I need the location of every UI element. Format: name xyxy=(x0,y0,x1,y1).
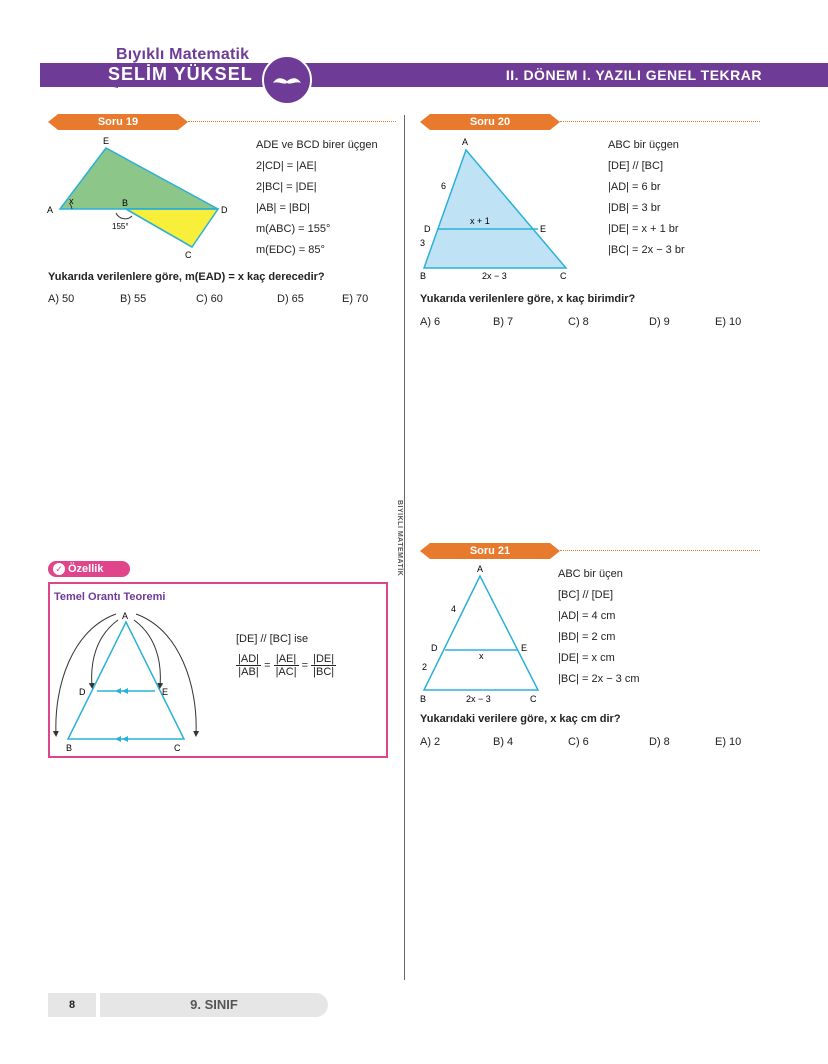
fig20-label-ad: 6 xyxy=(441,181,447,191)
soru19-option[interactable]: B) 55 xyxy=(120,293,147,305)
theorem-label-b: B xyxy=(66,743,73,753)
soru20-given: |BC| = 2x − 3 br xyxy=(608,244,685,256)
theorem-label-a: A xyxy=(122,611,129,621)
soru20-option[interactable]: A) 6 xyxy=(420,316,441,328)
soru19-given: |AB| = |BD| xyxy=(256,202,310,214)
fig20-label-db: 3 xyxy=(420,238,426,248)
soru19-given: m(EDC) = 85° xyxy=(256,244,325,256)
theorem-title: Temel Orantı Teoremi xyxy=(54,591,166,603)
soru20-dotted-line xyxy=(560,121,760,122)
fraction xyxy=(236,653,261,678)
soru19-option[interactable]: E) 70 xyxy=(342,293,369,305)
soru21-given: |BD| = 2 cm xyxy=(558,631,616,643)
fig21-label-bc: 2x − 3 xyxy=(466,694,491,704)
fig21-label-e: E xyxy=(521,643,528,653)
soru21-given: |AD| = 4 cm xyxy=(558,610,616,622)
soru21-option[interactable]: C) 6 xyxy=(568,736,589,748)
soru21-option[interactable]: A) 2 xyxy=(420,736,441,748)
soru19-figure xyxy=(44,132,244,262)
soru20-option[interactable]: D) 9 xyxy=(649,316,670,328)
fig19-label-e: E xyxy=(103,136,110,146)
mustache-logo-icon xyxy=(262,55,312,105)
theorem-label-e: E xyxy=(162,687,169,697)
soru20-option[interactable]: E) 10 xyxy=(715,316,742,328)
brand-main: SELİM YÜKSEL xyxy=(108,64,253,84)
fig21-label-bd: 2 xyxy=(422,662,428,672)
soru21-dotted-line xyxy=(560,550,760,551)
fig21-label-a: A xyxy=(477,564,484,574)
header-title: II. DÖNEM I. YAZILI GENEL TEKRAR xyxy=(505,67,762,83)
fig21-label-d: D xyxy=(431,643,438,653)
soru20-figure xyxy=(414,134,584,284)
soru21-given: ABC bir üçen xyxy=(558,568,623,580)
ozellik-tag-label: Özellik xyxy=(68,563,104,575)
fig21-label-b: B xyxy=(420,694,427,704)
brand-top: Bıyıklı Matematik xyxy=(116,46,250,63)
fig19-angle-155: 155° xyxy=(112,222,129,231)
fig19-label-x: x xyxy=(69,196,74,206)
fraction xyxy=(274,653,299,678)
side-watermark-text: BIYIKLI MATEMATİK xyxy=(396,500,403,577)
theorem-figure xyxy=(52,606,222,754)
theorem-label-d: D xyxy=(79,687,86,697)
theorem-equation: $\frac{|AD|}{|AB|}$ = $\frac{|AE|}{|AC|}$ = $\frac{|DE|}{|BC|}$ xyxy=(238,653,335,678)
soru20-givens xyxy=(608,135,685,261)
class-label: 9. SINIF xyxy=(100,993,328,1017)
soru21-tag: Soru 21 xyxy=(469,545,511,557)
fig20-label-b: B xyxy=(420,271,427,281)
fraction-den: |BC| xyxy=(313,666,335,678)
fraction-den: |AB| xyxy=(238,666,259,678)
theorem-label-c: C xyxy=(174,743,181,753)
soru19-question: Yukarıda verilenlere göre, m(EAD) = x kaç derecedir? xyxy=(48,271,325,283)
fig20-label-de: x + 1 xyxy=(470,216,490,226)
fig20-label-c: C xyxy=(560,271,567,281)
soru19-option[interactable]: C) 60 xyxy=(196,293,223,305)
soru20-option[interactable]: B) 7 xyxy=(493,316,514,328)
soru20-given: |AD| = 6 br xyxy=(608,181,661,193)
page-number: 8 xyxy=(48,993,96,1017)
fraction-den: |AC| xyxy=(275,666,297,678)
fig20-label-a: A xyxy=(462,137,469,147)
soru21-question: Yukarıdaki verilere göre, x kaç cm dir? xyxy=(420,713,621,725)
column-divider xyxy=(404,115,405,980)
soru20-given: |DB| = 3 br xyxy=(608,202,661,214)
ozellik-tag xyxy=(48,561,130,577)
fraction-num: |AD| xyxy=(238,653,259,665)
theorem-condition: [DE] // [BC] ise xyxy=(236,633,309,645)
soru21-option[interactable]: D) 8 xyxy=(649,736,670,748)
check-icon: ✓ xyxy=(53,563,65,575)
fig20-label-d: D xyxy=(424,224,431,234)
fig21-label-c: C xyxy=(530,694,537,704)
fig21-label-de: x xyxy=(479,651,484,661)
soru19-givens xyxy=(256,135,378,261)
fraction-num: |AE| xyxy=(274,653,299,666)
soru19-dotted-line xyxy=(188,121,396,122)
soru21-givens xyxy=(558,564,640,690)
fraction xyxy=(311,653,336,678)
soru21-figure xyxy=(414,562,554,712)
fig21-label-ad: 4 xyxy=(451,604,457,614)
soru20-given: [DE] // [BC] xyxy=(608,160,664,172)
fig20-label-e: E xyxy=(540,224,547,234)
fig20-label-bc: 2x − 3 xyxy=(482,271,507,281)
soru20-given: ABC bir üçgen xyxy=(608,139,679,151)
soru20-question: Yukarıda verilenlere göre, x kaç birimdir? xyxy=(420,293,636,305)
soru20-option[interactable]: C) 8 xyxy=(568,316,589,328)
soru19-given: ADE ve BCD birer üçgen xyxy=(256,139,378,151)
fig19-label-a: A xyxy=(47,205,54,215)
fraction-num: |DE| xyxy=(313,653,335,665)
soru21-given: |BC| = 2x − 3 cm xyxy=(558,673,640,685)
soru19-given: m(ABC) = 155° xyxy=(256,223,331,235)
fig19-label-b: B xyxy=(122,198,129,208)
soru21-option[interactable]: E) 10 xyxy=(715,736,742,748)
soru20-given: |DE| = x + 1 br xyxy=(608,223,679,235)
fig19-label-c: C xyxy=(185,250,192,260)
soru20-tag: Soru 20 xyxy=(469,116,511,128)
soru21-given: |DE| = x cm xyxy=(558,652,615,664)
fig19-label-d: D xyxy=(221,205,228,215)
soru19-given: 2|BC| = |DE| xyxy=(256,181,317,193)
soru19-option[interactable]: D) 65 xyxy=(277,293,304,305)
soru19-tag: Soru 19 xyxy=(97,116,139,128)
soru19-option[interactable]: A) 50 xyxy=(48,293,75,305)
soru19-given: 2|CD| = |AE| xyxy=(256,160,317,172)
soru21-given: [BC] // [DE] xyxy=(558,589,614,601)
soru21-option[interactable]: B) 4 xyxy=(493,736,514,748)
